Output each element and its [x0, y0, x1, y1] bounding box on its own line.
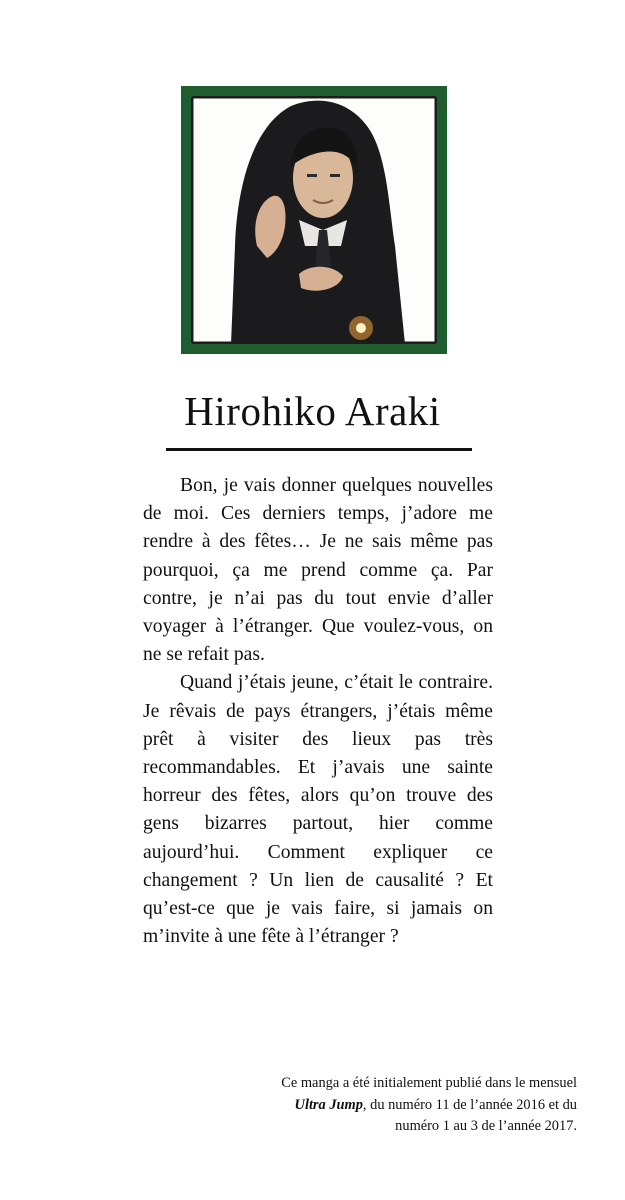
- author-photo: [191, 96, 437, 344]
- publication-note-start: Ce manga a été initialement publié dans le mensuel: [281, 1075, 577, 1091]
- publication-note-end: , du numéro 11 de l’année 2016 et du numéro 1 au 3 de l’année 2017.: [362, 1096, 577, 1134]
- magazine-title: Ultra Jump: [294, 1096, 363, 1113]
- author-message: [143, 472, 493, 951]
- paragraph-1: Bon, je vais donner quelques nouvelles de moi. Ces derniers temps, j’adore me rendre à des fêtes… Je ne sais même pas pourquoi, ça me prend comme ça. Par contre, je n’ai pas du tout envie d’aller voyager à l’étranger. Que voulez-vous, on ne se refait pas.: [143, 475, 493, 666]
- author-portrait-illustration: [191, 96, 437, 344]
- title-underline: [166, 448, 472, 451]
- author-name: Hirohiko Araki: [184, 388, 441, 434]
- publication-note: [257, 1073, 577, 1138]
- paragraph-2: Quand j’étais jeune, c’était le contraire. Je rêvais de pays étrangers, j’étais même prêt à visiter des lieux pas très recommandables. Et j’avais une sainte horreur des fêtes, alors qu’on trouve des gens bizarres partout, hier comme aujourd’hui. Comment expliquer ce changement ? Un lien de causalité ? Et qu’est-ce que je vais faire, si jamais on m’invite à une fête à l’étranger ?: [143, 672, 493, 948]
- author-photo-frame: [181, 86, 447, 354]
